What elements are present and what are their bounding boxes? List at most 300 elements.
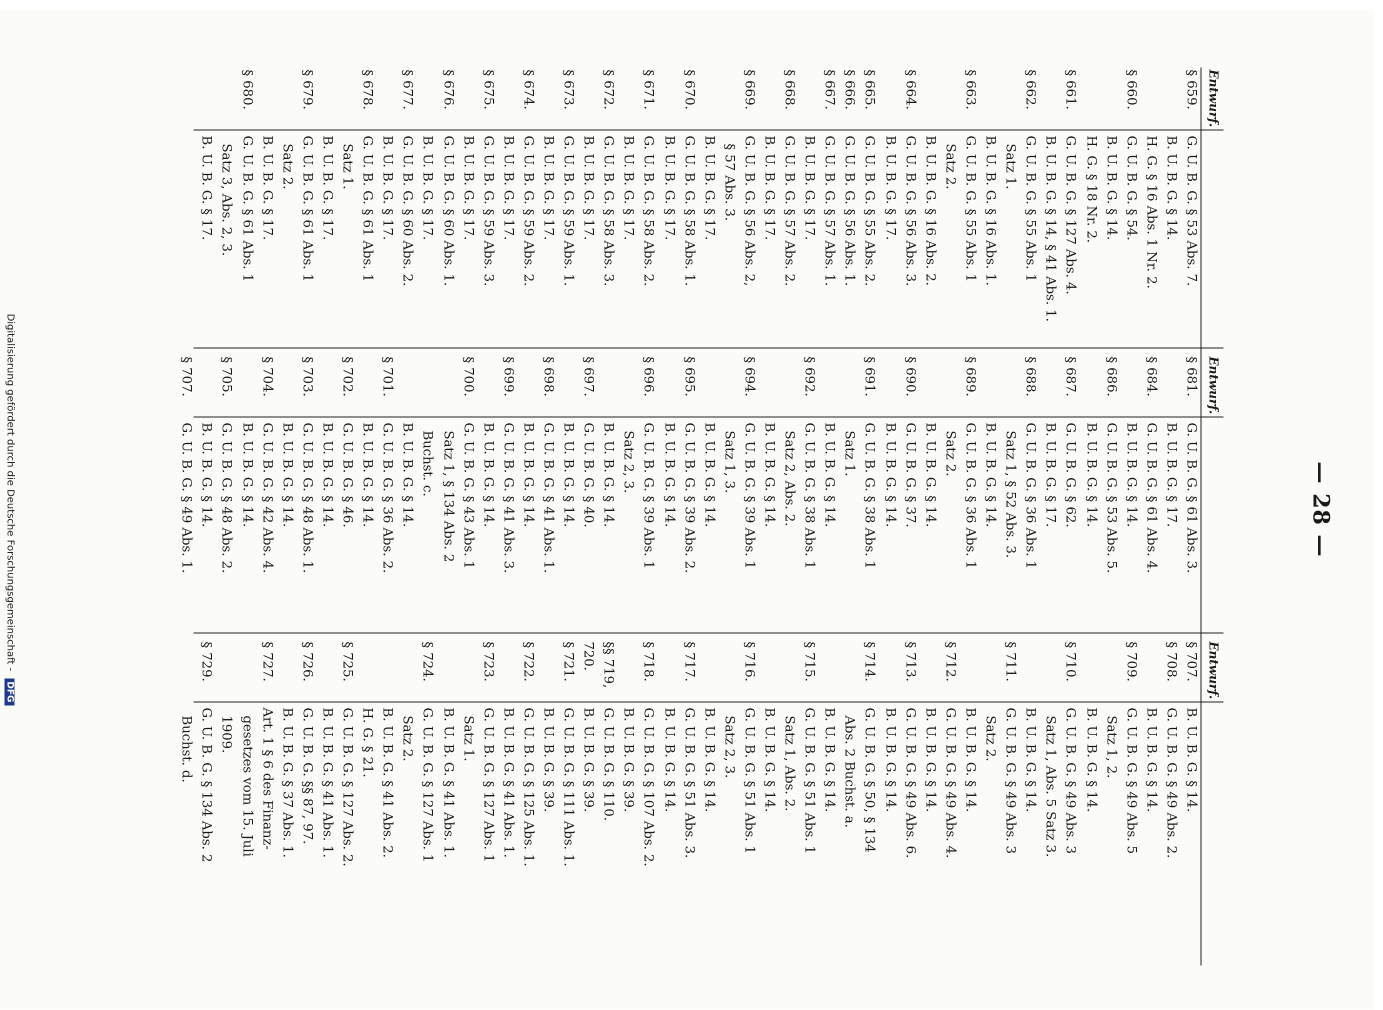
draft-paragraph bbox=[457, 640, 477, 704]
draft-paragraph bbox=[718, 68, 738, 132]
digitization-footer bbox=[5, 10, 16, 1010]
concordance-row bbox=[1100, 68, 1120, 394]
source-citation: G. U. B. G. § 56 Abs. 3. bbox=[902, 135, 918, 287]
concordance-row bbox=[979, 640, 999, 966]
source-citation: B. U. B. G. § 17. bbox=[620, 135, 636, 241]
source-citation: B. U. B. G. § 14. bbox=[701, 707, 717, 813]
source-citation: G. U. B. G. § 55 Abs. 1 bbox=[962, 135, 978, 283]
draft-paragraph bbox=[377, 640, 397, 704]
source-citation: G. U. B. G. § 48 Abs. 1. bbox=[299, 422, 315, 574]
source-citation: G. U. B. G. § 61 Abs. 1 bbox=[299, 135, 315, 283]
source-citation: G. U. B. G. § 125 Abs. 1. bbox=[520, 707, 536, 867]
draft-paragraph: § 670. bbox=[681, 69, 697, 110]
draft-paragraph bbox=[497, 640, 517, 704]
source-citation: gesetzes vom 15. Juli bbox=[239, 715, 255, 857]
source-citation: Abs. 2 Buchst. a. bbox=[841, 715, 857, 828]
concordance-row bbox=[618, 68, 638, 394]
source-citation: Satz 3, Abs. 2, 3. bbox=[219, 143, 234, 257]
concordance-row bbox=[497, 640, 517, 966]
source-citation: G. U. B. G. § 51 Abs. 1 bbox=[741, 707, 757, 855]
column-right bbox=[178, 640, 1224, 966]
source-citation: B. U. B. G. § 14. bbox=[600, 422, 616, 528]
concordance-row bbox=[517, 68, 537, 394]
source-citation: H. G. § 21. bbox=[359, 707, 375, 778]
concordance-row bbox=[437, 68, 457, 394]
draft-paragraph bbox=[216, 68, 236, 132]
concordance-row bbox=[256, 640, 276, 966]
concordance-row bbox=[537, 68, 557, 394]
draft-paragraph: § 680. bbox=[239, 69, 255, 110]
draft-paragraph: § 714. bbox=[862, 641, 877, 682]
source-citation: B. U. B. G. § 14. bbox=[560, 422, 576, 528]
concordance-row bbox=[939, 640, 959, 966]
column-left bbox=[184, 68, 1224, 394]
concordance-row bbox=[1180, 68, 1200, 394]
draft-paragraph bbox=[578, 68, 598, 132]
source-citation: B. U. B. G. § 14. bbox=[1143, 707, 1159, 813]
concordance-row bbox=[558, 640, 578, 966]
draft-paragraph: § 686. bbox=[1103, 356, 1119, 397]
concordance-row bbox=[336, 640, 356, 966]
concordance-row bbox=[1140, 640, 1160, 966]
concordance-row bbox=[738, 68, 758, 394]
source-citation: B. U. B. G. § 14. bbox=[198, 422, 214, 528]
source-citation: G. U. B. G. § 127 Abs. 1 bbox=[419, 707, 435, 863]
draft-paragraph: § 700. bbox=[460, 356, 476, 397]
source-citation: G. U. B. G. § 61 Abs. 1 bbox=[239, 135, 255, 283]
source-citation: B. U. B. G. § 14. bbox=[1022, 707, 1038, 813]
source-citation: G. U. B. G. § 51 Abs. 1 bbox=[801, 707, 817, 855]
source-citation: B. U. B. G. § 17. bbox=[259, 135, 275, 241]
source-citation: B. U. B. G. § 14. bbox=[982, 422, 998, 528]
source-citation: B. U. B. G. § 14. bbox=[821, 422, 837, 528]
draft-paragraph bbox=[336, 68, 356, 132]
source-citation: B. U. B. G. § 14. bbox=[399, 422, 415, 528]
draft-paragraph: § 715. bbox=[801, 641, 817, 682]
draft-paragraph bbox=[618, 355, 638, 419]
source-citation: G. U. B. G. § 58 Abs. 1. bbox=[681, 135, 697, 287]
draft-paragraph bbox=[758, 68, 778, 132]
source-citation: B. U. B. G. § 14. bbox=[821, 707, 837, 813]
draft-paragraph bbox=[537, 68, 557, 132]
concordance-row bbox=[377, 640, 397, 966]
draft-paragraph: § 691. bbox=[862, 356, 877, 397]
source-citation: B. U. B. G. § 41 Abs. 1. bbox=[500, 707, 516, 858]
source-citation: G. U. B. G. § 49 Abs. 3 bbox=[1002, 707, 1018, 855]
draft-paragraph: § 661. bbox=[1062, 69, 1078, 110]
concordance-row bbox=[799, 640, 819, 966]
source-citation: G. U. B. G. § 43 Abs. 1 bbox=[460, 422, 476, 570]
draft-paragraph bbox=[357, 355, 377, 419]
concordance-row bbox=[1080, 68, 1100, 394]
source-citation: B. U. B. G. § 17. bbox=[761, 135, 777, 241]
draft-paragraph: § 665. bbox=[862, 69, 877, 110]
concordance-row bbox=[638, 68, 658, 394]
draft-paragraph: § 667. bbox=[821, 69, 837, 110]
draft-paragraph: § 662. bbox=[1022, 69, 1038, 110]
source-citation: G. U. B. G. §§ 87, 97. bbox=[299, 707, 315, 845]
concordance-row bbox=[618, 640, 638, 966]
draft-paragraph: § 699. bbox=[500, 356, 516, 397]
source-citation: B. U. B. G. § 14. bbox=[480, 422, 496, 528]
concordance-row bbox=[236, 68, 256, 394]
draft-paragraph: § 692. bbox=[801, 356, 817, 397]
draft-paragraph bbox=[598, 355, 618, 419]
draft-paragraph bbox=[457, 68, 477, 132]
draft-paragraph: § 704. bbox=[259, 356, 275, 397]
draft-paragraph: § 689. bbox=[962, 356, 978, 397]
source-citation: B. U. B. G. § 14. bbox=[661, 422, 677, 528]
concordance-row bbox=[477, 640, 497, 966]
draft-paragraph bbox=[216, 640, 236, 704]
concordance-row bbox=[658, 68, 678, 394]
source-citation: G. U. B. G. § 107 Abs. 2. bbox=[640, 707, 656, 867]
draft-paragraph: § 678. bbox=[359, 69, 375, 110]
draft-paragraph: § 725. bbox=[339, 641, 355, 682]
source-citation: G. U. B. G. § 50, § 134 bbox=[862, 707, 877, 853]
source-citation: G. U. B. G. § 46. bbox=[339, 422, 355, 528]
draft-paragraph bbox=[1120, 355, 1140, 419]
source-citation: B. U. B. G. § 14. bbox=[239, 422, 255, 528]
source-citation: G. U. B. G. § 49 Abs. 5 bbox=[1123, 707, 1139, 855]
source-citation: G. U. B. G. § 36 Abs. 1 bbox=[1022, 422, 1038, 570]
draft-paragraph: 720. bbox=[580, 641, 596, 671]
source-citation: B. U. B. G. § 17. bbox=[1163, 422, 1179, 528]
source-citation: B. U. B. G. § 39. bbox=[580, 707, 596, 813]
source-citation: G. U. B. G. § 39 Abs. 1 bbox=[640, 422, 656, 570]
source-citation: Satz 2. bbox=[942, 143, 958, 190]
draft-paragraph: §§ 719, bbox=[600, 641, 616, 689]
source-citation: G. U. B. G. § 49 Abs. 6. bbox=[902, 707, 918, 859]
draft-paragraph bbox=[939, 68, 959, 132]
source-citation: B. U. B. G. § 17. bbox=[580, 135, 596, 241]
draft-paragraph: § 727. bbox=[259, 641, 275, 682]
source-citation: B. U. B. G. § 17. bbox=[319, 135, 335, 241]
draft-paragraph: § 713. bbox=[902, 641, 918, 682]
draft-paragraph: § 695. bbox=[681, 356, 697, 397]
footer-text: Digitalisierung gefördert durch die Deutsche Forschungsgemeinschaft - bbox=[4, 313, 16, 672]
source-citation: B. U. B. G. § 17. bbox=[460, 135, 476, 241]
scanned-page bbox=[0, 10, 1374, 1010]
draft-paragraph bbox=[718, 640, 738, 704]
concordance-row bbox=[959, 68, 979, 394]
source-citation: G. U. B. G. § 61 Abs. 4. bbox=[1143, 422, 1159, 574]
concordance-row bbox=[1160, 68, 1180, 394]
concordance-row bbox=[336, 68, 356, 394]
column-heading: Entwurf. bbox=[1201, 68, 1224, 394]
source-citation: B. U. B. G. § 17. bbox=[882, 135, 898, 241]
draft-paragraph: § 669. bbox=[741, 69, 757, 110]
concordance-row bbox=[296, 68, 316, 394]
source-citation: B. U. B. G. § 14. bbox=[922, 422, 938, 528]
concordance-row bbox=[839, 68, 859, 394]
draft-paragraph bbox=[1140, 68, 1160, 132]
draft-paragraph bbox=[1080, 640, 1100, 704]
draft-paragraph bbox=[758, 640, 778, 704]
concordance-row bbox=[256, 68, 276, 394]
concordance-row bbox=[819, 68, 839, 394]
concordance-row bbox=[517, 640, 537, 966]
source-citation: B. U. B. G. § 39. bbox=[620, 707, 636, 813]
draft-paragraph bbox=[779, 640, 799, 704]
draft-paragraph bbox=[698, 355, 718, 419]
source-citation: Satz 2. bbox=[279, 143, 295, 190]
draft-paragraph bbox=[1020, 640, 1040, 704]
source-citation: B. U. B. G. § 17. bbox=[801, 135, 817, 241]
source-citation: Satz 1. bbox=[460, 715, 476, 762]
draft-paragraph bbox=[316, 640, 336, 704]
source-citation: B. U. B. G. § 14. bbox=[882, 707, 898, 813]
draft-paragraph: § 703. bbox=[299, 356, 315, 397]
draft-paragraph: § 702. bbox=[339, 356, 355, 397]
concordance-row bbox=[779, 68, 799, 394]
concordance-row bbox=[276, 640, 296, 966]
concordance-row bbox=[1100, 640, 1120, 966]
draft-paragraph bbox=[979, 640, 999, 704]
draft-paragraph bbox=[1100, 640, 1120, 704]
draft-paragraph: § 698. bbox=[540, 356, 556, 397]
draft-paragraph bbox=[316, 355, 336, 419]
draft-paragraph: § 723. bbox=[480, 641, 496, 682]
source-citation: B. U. B. G. § 37 Abs. 1. bbox=[279, 707, 295, 858]
source-citation: B. U. B. G. § 17. bbox=[1042, 422, 1058, 528]
draft-paragraph: § 663. bbox=[962, 69, 978, 110]
source-citation: § 57 Abs. 3. bbox=[721, 143, 737, 221]
concordance-row bbox=[357, 640, 377, 966]
concordance-row bbox=[1120, 68, 1140, 394]
concordance-row bbox=[216, 640, 236, 966]
concordance-row bbox=[477, 68, 497, 394]
draft-paragraph: § 672. bbox=[600, 69, 616, 110]
draft-paragraph bbox=[397, 640, 417, 704]
source-citation: G. U. B. G. § 49 Abs. 3 bbox=[1062, 707, 1078, 855]
concordance-row bbox=[216, 68, 236, 394]
concordance-row bbox=[1020, 68, 1040, 394]
draft-paragraph bbox=[1080, 355, 1100, 419]
draft-paragraph: § 726. bbox=[299, 641, 315, 682]
source-citation: G. U. B. G. § 57 Abs. 1. bbox=[821, 135, 837, 287]
source-citation: B. U. B. G. § 14. bbox=[1183, 707, 1199, 813]
concordance-row bbox=[196, 68, 216, 394]
source-citation: B. U. B. G. § 14. bbox=[882, 422, 898, 528]
source-citation: Satz 2, Abs. 2. bbox=[781, 430, 797, 527]
source-citation: G. U. B. G. § 62. bbox=[1062, 422, 1078, 528]
draft-paragraph bbox=[698, 640, 718, 704]
source-citation: Satz 1. bbox=[841, 430, 857, 477]
draft-paragraph bbox=[397, 355, 417, 419]
draft-paragraph bbox=[497, 68, 517, 132]
source-citation: B. U. B. G. § 14. bbox=[1123, 422, 1139, 528]
draft-paragraph bbox=[939, 355, 959, 419]
draft-paragraph bbox=[839, 355, 859, 419]
draft-paragraph bbox=[1000, 355, 1020, 419]
source-citation: Satz 2, 3. bbox=[620, 430, 636, 494]
draft-paragraph bbox=[779, 355, 799, 419]
draft-paragraph bbox=[879, 68, 899, 132]
source-citation: G. U. B. G. § 60 Abs. 2. bbox=[399, 135, 415, 287]
source-citation: B. U. B. G. § 17. bbox=[701, 135, 717, 241]
draft-paragraph: § 697. bbox=[580, 356, 596, 397]
source-citation: B. U. B. G. § 17. bbox=[661, 135, 677, 241]
concordance-row bbox=[718, 68, 738, 394]
draft-paragraph bbox=[799, 68, 819, 132]
source-citation: G. U. B. G. § 53 Abs. 5. bbox=[1103, 422, 1119, 574]
draft-paragraph: § 687. bbox=[1062, 356, 1078, 397]
draft-paragraph bbox=[537, 640, 557, 704]
source-citation: G. U. B. G. § 38 Abs. 1 bbox=[862, 422, 877, 570]
source-citation: B. U. B. G. § 39. bbox=[540, 707, 556, 813]
draft-paragraph bbox=[758, 355, 778, 419]
source-citation: B. U. B. G. § 14. bbox=[359, 422, 375, 528]
draft-paragraph: § 659. bbox=[1183, 69, 1199, 110]
source-citation: G. U. B. G. § 127 Abs. 1 bbox=[480, 707, 496, 863]
concordance-row bbox=[417, 68, 437, 394]
concordance-row bbox=[879, 68, 899, 394]
source-citation: G. U. B. G. § 40. bbox=[580, 422, 596, 528]
draft-paragraph bbox=[477, 355, 497, 419]
source-citation: G. U. B. G. § 58 Abs. 2. bbox=[640, 135, 656, 287]
source-citation: B. U. B. G. § 14. bbox=[520, 422, 536, 528]
draft-paragraph bbox=[718, 355, 738, 419]
column-rows bbox=[196, 68, 1201, 394]
concordance-row bbox=[1120, 640, 1140, 966]
source-citation: B. U. B. G. § 14. bbox=[761, 422, 777, 528]
draft-paragraph bbox=[176, 640, 196, 704]
concordance-row bbox=[457, 640, 477, 966]
concordance-row bbox=[638, 640, 658, 966]
draft-paragraph: § 707. bbox=[1183, 641, 1199, 682]
draft-paragraph: § 666. bbox=[841, 69, 857, 110]
source-citation: Satz 1, Abs. 2. bbox=[781, 715, 797, 812]
draft-paragraph: § 716. bbox=[741, 641, 757, 682]
source-citation: B. U. B. G. § 14. bbox=[1083, 422, 1099, 528]
source-citation: Art. 1 § 6 des Finanz- bbox=[259, 707, 275, 850]
source-citation: G. U. B. G. § 111 Abs. 1. bbox=[560, 707, 576, 867]
concordance-row bbox=[316, 68, 336, 394]
draft-paragraph bbox=[276, 640, 296, 704]
draft-paragraph: § 660. bbox=[1123, 69, 1139, 110]
source-citation: H. G. § 16 Abs. 1 Nr. 2. bbox=[1143, 135, 1159, 289]
source-citation: 1909. bbox=[219, 715, 234, 754]
draft-paragraph: § 677. bbox=[399, 69, 415, 110]
draft-paragraph bbox=[698, 68, 718, 132]
source-citation: B. U. B. G. § 17. bbox=[500, 135, 516, 241]
draft-paragraph: § 696. bbox=[640, 356, 656, 397]
concordance-row bbox=[879, 640, 899, 966]
column-heading: Entwurf. bbox=[1201, 640, 1224, 966]
source-citation: G. U. B. G. § 110. bbox=[600, 707, 616, 821]
concordance-row bbox=[598, 640, 618, 966]
concordance-row bbox=[236, 640, 256, 966]
draft-paragraph bbox=[236, 640, 256, 704]
draft-paragraph bbox=[316, 68, 336, 132]
draft-paragraph: § 705. bbox=[219, 356, 234, 397]
draft-paragraph bbox=[879, 355, 899, 419]
source-citation: B. U. B. G. § 14, § 41 Abs. 1. bbox=[1042, 135, 1058, 322]
draft-paragraph: § 718. bbox=[640, 641, 656, 682]
source-citation: G. U. B. G. § 51 Abs. 3. bbox=[681, 707, 697, 859]
draft-paragraph bbox=[417, 68, 437, 132]
source-citation: G. U. B. G. § 53 Abs. 7. bbox=[1183, 135, 1199, 287]
concordance-row bbox=[758, 68, 778, 394]
concordance-row bbox=[176, 640, 196, 966]
column-divider bbox=[194, 130, 1224, 131]
concordance-row bbox=[578, 68, 598, 394]
source-citation: G. U. B. G. § 48 Abs. 2. bbox=[219, 422, 234, 574]
draft-paragraph bbox=[1100, 68, 1120, 132]
draft-paragraph bbox=[618, 640, 638, 704]
draft-paragraph: § 690. bbox=[902, 356, 918, 397]
concordance-row bbox=[678, 68, 698, 394]
concordance-row bbox=[357, 68, 377, 394]
source-citation: G. U. B. G. § 39 Abs. 1 bbox=[741, 422, 757, 570]
draft-paragraph bbox=[517, 355, 537, 419]
draft-paragraph: § 707. bbox=[178, 356, 194, 397]
concordance-row bbox=[959, 640, 979, 966]
concordance-row bbox=[859, 68, 879, 394]
dfg-logo: DFG bbox=[5, 678, 15, 705]
source-citation: G. U. B. G. § 61 Abs. 3. bbox=[1183, 422, 1199, 574]
source-citation: G. U. B. G. § 42 Abs. 4. bbox=[259, 422, 275, 574]
column-heading: Entwurf. bbox=[1201, 355, 1224, 681]
source-citation: B. U. B. G. § 14. bbox=[319, 422, 335, 528]
concordance-row bbox=[1080, 640, 1100, 966]
source-citation: B. U. B. G. § 41 Abs. 1. bbox=[440, 707, 456, 858]
source-citation: B. U. B. G. § 16 Abs. 2. bbox=[922, 135, 938, 286]
draft-paragraph: § 717. bbox=[681, 641, 697, 682]
source-citation: G. U. B. G. § 127 Abs. 4. bbox=[1062, 135, 1078, 295]
source-citation: B. U. B. G. § 17. bbox=[379, 135, 395, 241]
draft-paragraph: § 681. bbox=[1183, 356, 1199, 397]
draft-paragraph: § 712. bbox=[942, 641, 958, 682]
source-citation: Satz 2. bbox=[942, 430, 958, 477]
source-citation: H. G. § 18 Nr. 2. bbox=[1083, 135, 1099, 243]
concordance-row bbox=[1060, 640, 1080, 966]
concordance-row bbox=[738, 640, 758, 966]
draft-paragraph: § 711. bbox=[1002, 641, 1018, 682]
draft-paragraph bbox=[196, 68, 216, 132]
source-citation: G. U. B. G. § 55 Abs. 2. bbox=[862, 135, 877, 287]
column-divider bbox=[194, 348, 1224, 349]
draft-paragraph bbox=[377, 68, 397, 132]
draft-paragraph: § 721. bbox=[560, 641, 576, 682]
concordance-row bbox=[919, 640, 939, 966]
source-citation: Satz 1, Abs. 5 Satz 3. bbox=[1042, 715, 1058, 858]
draft-paragraph bbox=[558, 355, 578, 419]
source-citation: Satz 1, § 52 Abs. 3. bbox=[1002, 430, 1018, 559]
source-citation: G. U. B. G. § 59 Abs. 3. bbox=[480, 135, 496, 287]
concordance-row bbox=[698, 68, 718, 394]
concordance-row bbox=[939, 68, 959, 394]
source-citation: G. U. B. G. § 134 Abs. 2 bbox=[198, 707, 214, 863]
concordance-row bbox=[558, 68, 578, 394]
draft-paragraph bbox=[879, 640, 899, 704]
concordance-row bbox=[839, 640, 859, 966]
draft-paragraph bbox=[437, 640, 457, 704]
draft-paragraph: § 671. bbox=[640, 69, 656, 110]
draft-paragraph bbox=[256, 68, 276, 132]
source-citation: G. U. B. G. § 38 Abs. 1 bbox=[801, 422, 817, 570]
concordance-row bbox=[598, 68, 618, 394]
source-citation: G. U. B. G. § 54. bbox=[1123, 135, 1139, 241]
source-citation: B. U. B. G. § 14. bbox=[661, 707, 677, 813]
source-citation: G. U. B. G. § 36 Abs. 1 bbox=[962, 422, 978, 570]
draft-paragraph: § 722. bbox=[520, 641, 536, 682]
source-citation: G. U. B. G. § 39 Abs. 2. bbox=[681, 422, 697, 574]
source-citation: G. U. B. G. § 49 Abs. 2. bbox=[1163, 707, 1179, 859]
concordance-row bbox=[196, 640, 216, 966]
draft-paragraph bbox=[658, 640, 678, 704]
